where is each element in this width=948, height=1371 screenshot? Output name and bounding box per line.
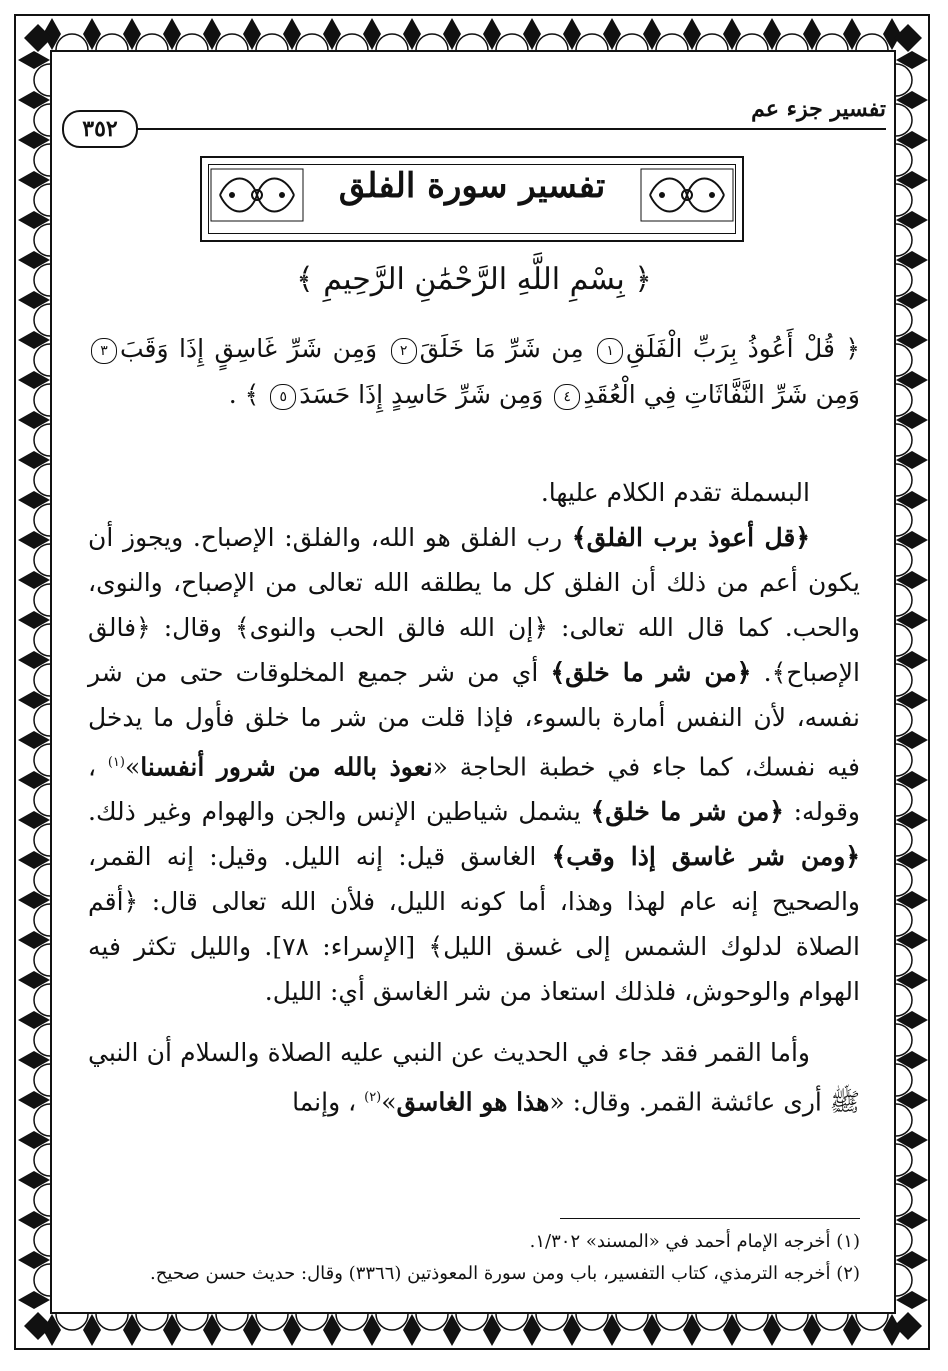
border-diamond-icon — [563, 18, 581, 50]
border-diamond-icon — [896, 851, 928, 869]
paragraph-text: وأما القمر فقد جاء في الحديث عن النبي عليه الصلاة والسلام أن النبي ﷺ أرى عائشة القمر. وقال: « — [88, 1038, 860, 1117]
border-diamond-icon — [18, 1091, 50, 1109]
border-diamond-icon — [18, 91, 50, 109]
border-diamond-icon — [896, 131, 928, 149]
arabesque-ornament-icon — [210, 168, 304, 222]
paragraph — [88, 1030, 860, 1124]
border-diamond-icon — [896, 1171, 928, 1189]
commentary-body — [88, 470, 860, 1125]
verse-text: مِن شَرِّ مَا خَلَقَ — [419, 334, 584, 363]
verse-number: ٤ — [554, 384, 580, 410]
border-diamond-icon — [18, 1131, 50, 1149]
border-diamond-icon — [18, 371, 50, 389]
verse-text: قُلْ أَعُوذُ بِرَبِّ الْفَلَقِ — [626, 334, 835, 363]
page-header — [62, 88, 886, 142]
border-diamond-icon — [763, 1314, 781, 1346]
verse-number: ٣ — [91, 338, 117, 364]
border-diamond-icon — [403, 1314, 421, 1346]
border-diamond-icon — [18, 611, 50, 629]
border-diamond-icon — [563, 1314, 581, 1346]
paragraph — [88, 470, 860, 515]
border-diamond-icon — [18, 331, 50, 349]
border-diamond-icon — [18, 171, 50, 189]
paragraph-text: ، وإنما — [292, 1087, 365, 1117]
border-diamond-icon — [18, 851, 50, 869]
border-diamond-icon — [896, 731, 928, 749]
border-diamond-icon — [323, 18, 341, 50]
paragraph-text: الغاسق قيل: إنه الليل. وقيل: إنه القمر، والصحيح إنه عام لهذا وهذا، أما كونه الليل، فلأن الله تعالى قال: ﴿أقم الصلاة لدلوك الشمس إلى غسق الليل﴾ [الإسراء: ٧٨]. والليل تكثر فيه الهوام والوحوش، فلذلك استعاذ من شر الغاسق أي: الليل. — [88, 842, 860, 1007]
border-diamond-icon — [523, 18, 541, 50]
border-diamond-icon — [18, 411, 50, 429]
border-diamond-icon — [603, 18, 621, 50]
border-diamond-icon — [896, 371, 928, 389]
basmala: ﴿ بِسْمِ اللَّهِ الرَّحْمَٰنِ الرَّحِيمِ ﴾ — [296, 262, 652, 297]
border-diamond-icon — [403, 18, 421, 50]
border-diamond-icon — [896, 531, 928, 549]
border-diamond-icon — [18, 1291, 50, 1309]
border-diamond-icon — [896, 971, 928, 989]
border-diamond-icon — [18, 811, 50, 829]
footnote-rule — [560, 1218, 860, 1219]
border-diamond-icon — [896, 1251, 928, 1269]
footnote: (٢) أخرجه الترمذي، كتاب التفسير، باب ومن سورة المعوذتين (٣٣٦٦) وقال: حديث حسن صحيح. — [150, 1263, 860, 1284]
border-diamond-icon — [18, 691, 50, 709]
border-diamond-icon — [896, 771, 928, 789]
border-diamond-icon — [18, 1011, 50, 1029]
verse-number: ٢ — [391, 338, 417, 364]
border-diamond-icon — [896, 1211, 928, 1229]
border-diamond-icon — [896, 1131, 928, 1149]
footnote-ref[interactable]: (١) — [107, 755, 125, 770]
paragraph-text: » — [124, 752, 141, 782]
border-diamond-icon — [18, 1211, 50, 1229]
paragraph-text: يشمل شياطين الإنس والجن والهوام وغير ذلك. — [88, 797, 591, 827]
header-rule — [134, 128, 886, 130]
quote-bold: ﴿من شر ما خلق﴾ — [590, 797, 784, 827]
border-diamond-icon — [896, 571, 928, 589]
border-diamond-icon — [603, 1314, 621, 1346]
border-diamond-icon — [896, 1011, 928, 1029]
border-diamond-icon — [18, 1051, 50, 1069]
border-diamond-icon — [243, 18, 261, 50]
paragraph-text: أي من شر جميع المخلوقات حتى من شر نفسه، لأن النفس أمارة بالسوء، فإذا قلت من شر ما خلق فأول ما يدخل فيه نفسك، كما جاء في خطبة الحاجة « — [88, 658, 860, 782]
border-diamond-icon — [763, 18, 781, 50]
border-diamond-icon — [843, 18, 861, 50]
border-diamond-icon — [896, 931, 928, 949]
border-diamond-icon — [683, 1314, 701, 1346]
border-diamond-icon — [163, 1314, 181, 1346]
border-diamond-icon — [896, 691, 928, 709]
page-number: ٣٥٢ — [62, 110, 138, 148]
border-diamond-icon — [723, 18, 741, 50]
border-diamond-icon — [323, 1314, 341, 1346]
border-diamond-icon — [363, 18, 381, 50]
surah-title: تفسير سورة الفلق — [338, 166, 606, 206]
border-diamond-icon — [18, 931, 50, 949]
verse-text: وَمِن شَرِّ حَاسِدٍ إِذَا حَسَدَ — [299, 380, 544, 409]
border-diamond-icon — [896, 451, 928, 469]
border-diamond-icon — [896, 91, 928, 109]
quran-verses — [88, 326, 860, 418]
border-diamond-icon — [18, 1251, 50, 1269]
border-diamond-icon — [896, 51, 928, 69]
border-diamond-icon — [18, 771, 50, 789]
border-diamond-icon — [683, 18, 701, 50]
border-diamond-icon — [18, 451, 50, 469]
border-diamond-icon — [123, 18, 141, 50]
border-diamond-icon — [83, 1314, 101, 1346]
border-diamond-icon — [443, 18, 461, 50]
border-diamond-icon — [18, 531, 50, 549]
border-diamond-icon — [896, 611, 928, 629]
border-diamond-icon — [18, 651, 50, 669]
paragraph-text: ، وقوله: — [88, 752, 860, 827]
border-diamond-icon — [896, 211, 928, 229]
border-diamond-icon — [18, 891, 50, 909]
paragraph — [88, 515, 860, 1014]
border-diamond-icon — [363, 1314, 381, 1346]
running-title: تفسير جزء عم — [751, 96, 886, 122]
border-diamond-icon — [163, 18, 181, 50]
border-diamond-icon — [18, 131, 50, 149]
verse-number: ٥ — [270, 384, 296, 410]
quote-bold: ﴿من شر ما خلق﴾ — [550, 658, 752, 687]
footnote: (١) أخرجه الإمام أحمد في «المسند» ١/٣٠٢. — [529, 1231, 860, 1252]
border-diamond-icon — [283, 1314, 301, 1346]
border-diamond-icon — [896, 891, 928, 909]
border-diamond-icon — [18, 211, 50, 229]
border-diamond-icon — [18, 51, 50, 69]
border-diamond-icon — [896, 651, 928, 669]
border-diamond-icon — [83, 18, 101, 50]
footnote-ref[interactable]: (٢) — [364, 1090, 382, 1106]
border-diamond-icon — [18, 491, 50, 509]
quote-bold: نعوذ بالله من شرور أنفسنا — [140, 752, 433, 782]
paragraph-text: البسملة تقدم الكلام عليها. — [540, 478, 810, 507]
surah-title-frame — [200, 156, 744, 242]
border-diamond-icon — [443, 1314, 461, 1346]
border-diamond-icon — [894, 1312, 922, 1340]
arabesque-ornament-icon — [640, 168, 734, 222]
quote-bold: ﴿ومن شر غاسق إذا وقب﴾ — [551, 842, 860, 872]
verse-text: وَمِن شَرِّ غَاسِقٍ إِذَا وَقَبَ — [120, 334, 378, 363]
border-diamond-icon — [896, 1051, 928, 1069]
border-diamond-icon — [896, 491, 928, 509]
border-diamond-icon — [483, 18, 501, 50]
border-diamond-icon — [896, 1291, 928, 1309]
border-diamond-icon — [643, 18, 661, 50]
border-diamond-icon — [896, 331, 928, 349]
border-diamond-icon — [723, 1314, 741, 1346]
border-diamond-icon — [18, 1171, 50, 1189]
border-diamond-icon — [896, 171, 928, 189]
border-diamond-icon — [203, 18, 221, 50]
border-diamond-icon — [896, 1091, 928, 1109]
border-diamond-icon — [843, 1314, 861, 1346]
border-diamond-icon — [803, 1314, 821, 1346]
border-diamond-icon — [203, 1314, 221, 1346]
quote-bold: ﴿قل أعوذ برب الفلق﴾ — [571, 523, 811, 552]
border-diamond-icon — [483, 1314, 501, 1346]
border-diamond-icon — [523, 1314, 541, 1346]
border-diamond-icon — [283, 18, 301, 50]
verse-number: ١ — [597, 338, 623, 364]
border-diamond-icon — [896, 411, 928, 429]
border-diamond-icon — [896, 811, 928, 829]
border-diamond-icon — [803, 18, 821, 50]
border-diamond-icon — [18, 731, 50, 749]
border-diamond-icon — [894, 24, 922, 52]
footnotes — [88, 1226, 860, 1290]
border-diamond-icon — [643, 1314, 661, 1346]
border-diamond-icon — [123, 1314, 141, 1346]
border-diamond-icon — [18, 571, 50, 589]
verse-open-bracket: ﴿ — [845, 334, 861, 363]
verse-text: وَمِن شَرِّ النَّفَّاثَاتِ فِي الْعُقَدِ — [583, 380, 860, 409]
paragraph-text: » — [381, 1087, 397, 1117]
verse-close-bracket: ﴾ . — [228, 380, 260, 409]
quote-bold: هذا هو الغاسق — [396, 1087, 550, 1117]
border-diamond-icon — [243, 1314, 261, 1346]
paragraph-text: رب الفلق هو الله، والفلق: الإصباح. ويجوز أن يكون أعم من ذلك أن الفلق كل ما يطلقه الله تعالى من الإصباح، والنوى، والحب. كما قال الله تعالى: ﴿إن الله فالق الحب والنوى﴾ وقال: ﴿فالق الإصباح﴾. — [88, 523, 860, 687]
border-diamond-icon — [18, 971, 50, 989]
